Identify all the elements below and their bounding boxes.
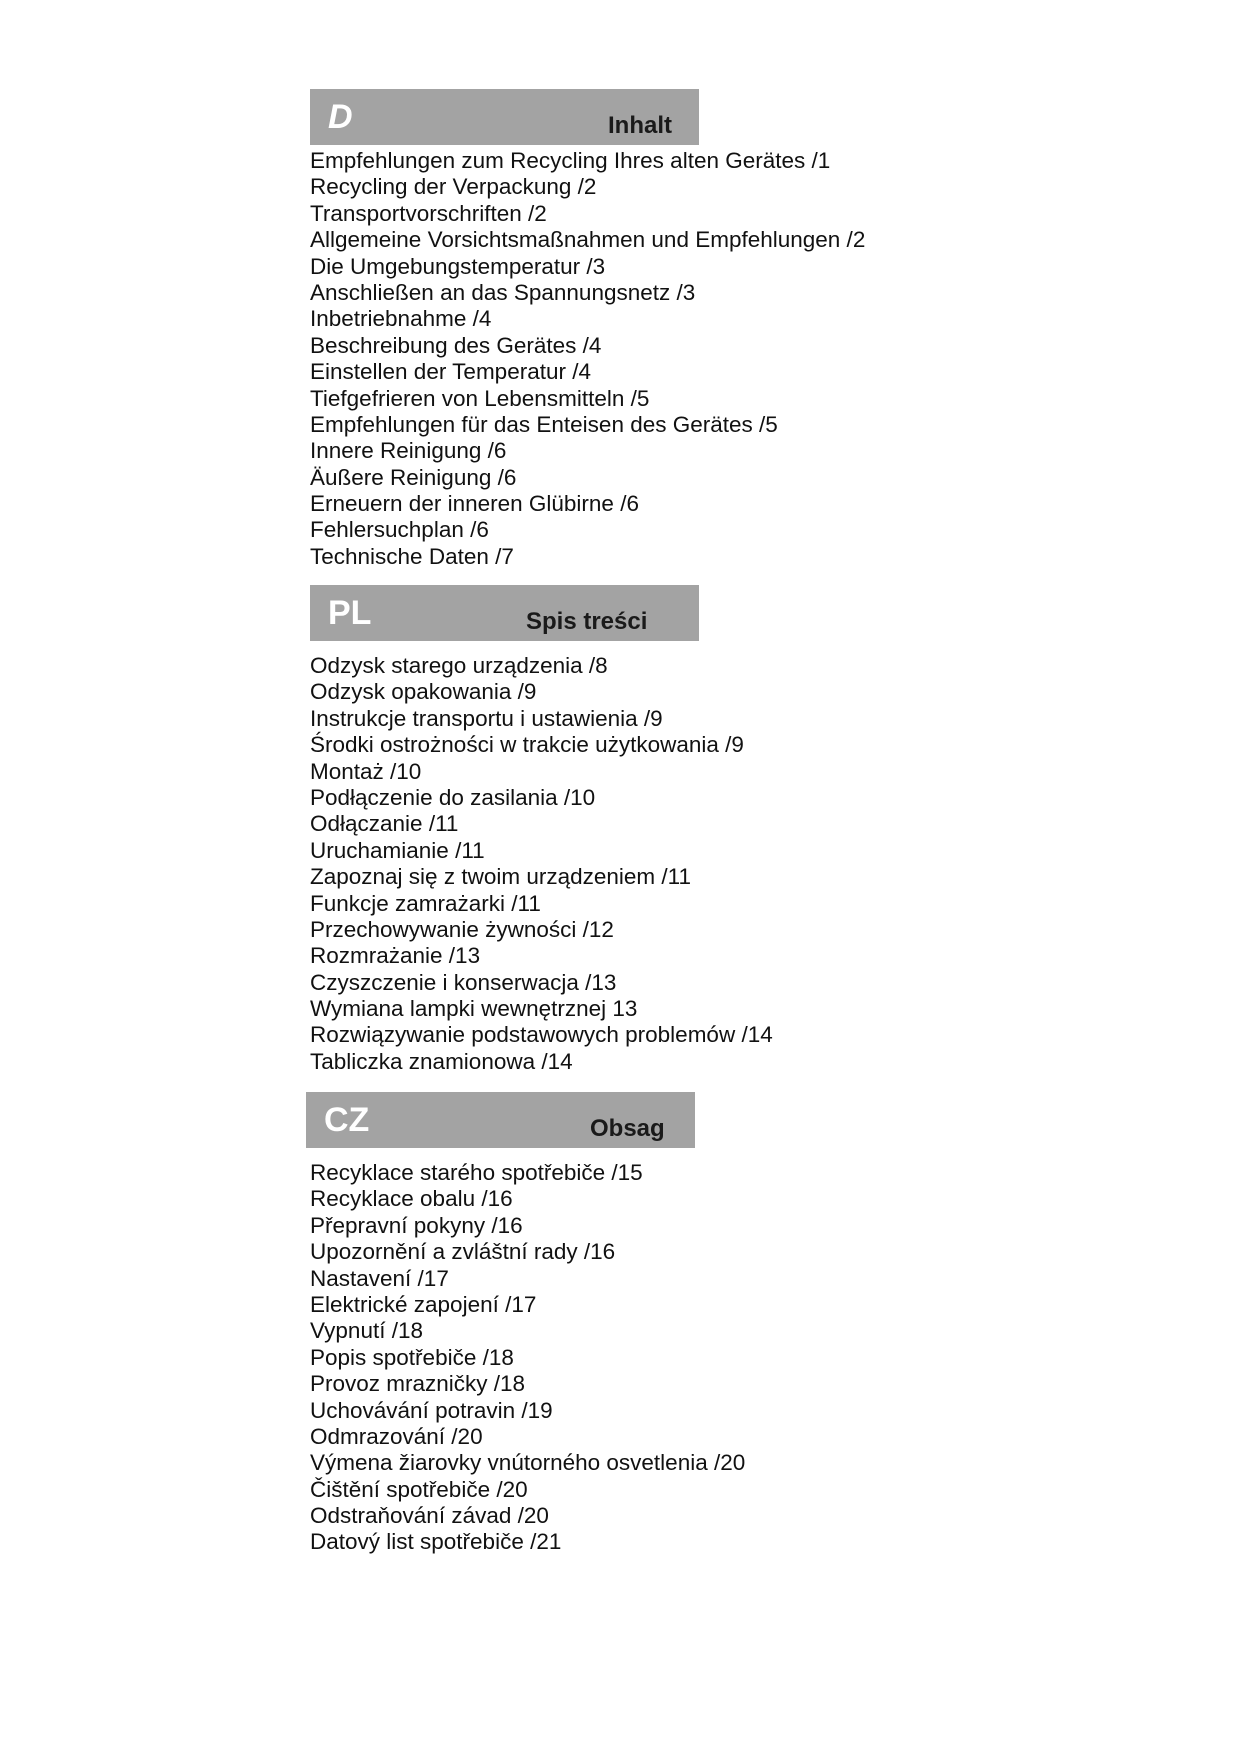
toc-item: Rozwiązywanie podstawowych problemów /14 <box>310 1022 773 1048</box>
toc-item: Funkcje zamrażarki /11 <box>310 890 541 916</box>
toc-item: Odzysk starego urządzenia /8 <box>310 653 608 678</box>
toc-item: Empfehlungen zum Recycling Ihres alten Gerätes /1 <box>310 148 831 173</box>
toc-item: Uruchamianie /11 <box>310 837 485 863</box>
toc-item: Tiefgefrieren von Lebensmitteln /5 <box>310 385 650 411</box>
toc-item: Wymiana lampki wewnętrznej 13 <box>310 996 638 1022</box>
toc-item: Recyklace obalu /16 <box>310 1186 513 1212</box>
toc-item: Środki ostrożności w trakcie użytkowania /9 <box>310 732 744 758</box>
toc-item: Odmrazování /20 <box>310 1423 483 1449</box>
toc-item: Tabliczka znamionowa /14 <box>310 1048 573 1074</box>
toc-item: Inbetriebnahme /4 <box>310 306 492 332</box>
toc-item: Przechowywanie żywności /12 <box>310 916 614 942</box>
section-header-pl <box>310 585 699 641</box>
toc-item: Uchovávání potravin /19 <box>310 1397 553 1423</box>
toc-item: Popis spotřebiče /18 <box>310 1344 514 1370</box>
section-header-de <box>310 89 699 145</box>
language-code-pl: PL <box>328 594 372 632</box>
toc-item: Innere Reinigung /6 <box>310 438 507 464</box>
section-title-cz: Obsag <box>590 1115 665 1142</box>
section-title-de: Inhalt <box>608 112 672 139</box>
section-header-cz <box>306 1092 695 1148</box>
toc-item: Nastavení /17 <box>310 1265 449 1291</box>
toc-item: Anschließen an das Spannungsnetz /3 <box>310 279 696 305</box>
toc-list-de <box>310 148 865 570</box>
toc-item: Recyklace starého spotřebiče /15 <box>310 1160 643 1185</box>
toc-item: Fehlersuchplan /6 <box>310 517 489 543</box>
toc-item: Odzysk opakowania /9 <box>310 679 537 705</box>
toc-item: Vypnutí /18 <box>310 1318 423 1344</box>
toc-item: Montaż /10 <box>310 758 422 784</box>
toc-item: Erneuern der inneren Glübirne /6 <box>310 491 639 517</box>
toc-item: Odstraňování závad /20 <box>310 1503 549 1529</box>
toc-item: Recycling der Verpackung /2 <box>310 174 597 200</box>
toc-item: Přepravní pokyny /16 <box>310 1212 523 1238</box>
toc-item: Elektrické zapojení /17 <box>310 1291 537 1317</box>
toc-item: Zapoznaj się z twoim urządzeniem /11 <box>310 864 692 890</box>
toc-item: Allgemeine Vorsichtsmaßnahmen und Empfehlungen /2 <box>310 227 866 253</box>
toc-item: Empfehlungen für das Enteisen des Gerätes /5 <box>310 411 778 437</box>
toc-item: Odłączanie /11 <box>310 811 459 837</box>
toc-item: Rozmrażanie /13 <box>310 943 481 969</box>
toc-item: Provoz mrazničky /18 <box>310 1371 526 1397</box>
toc-item: Technische Daten /7 <box>310 543 514 569</box>
toc-item: Instrukcje transportu i ustawienia /9 <box>310 705 663 731</box>
toc-item: Upozornění a zvláštní rady /16 <box>310 1239 616 1265</box>
toc-item: Beschreibung des Gerätes /4 <box>310 332 602 358</box>
toc-item: Výmena žiarovky vnútorného osvetlenia /20 <box>310 1450 746 1476</box>
toc-item: Die Umgebungstemperatur /3 <box>310 253 606 279</box>
toc-item: Äußere Reinigung /6 <box>310 464 517 490</box>
toc-list-cz <box>310 1160 745 1556</box>
toc-item: Datový list spotřebiče /21 <box>310 1529 562 1555</box>
language-code-de: D <box>328 98 353 136</box>
toc-item: Podłączenie do zasilania /10 <box>310 784 596 810</box>
toc-list-pl <box>310 653 773 1075</box>
toc-item: Transportvorschriften /2 <box>310 200 547 226</box>
toc-item: Einstellen der Temperatur /4 <box>310 359 591 385</box>
toc-item: Čištění spotřebiče /20 <box>310 1476 528 1502</box>
toc-item: Czyszczenie i konserwacja /13 <box>310 969 617 995</box>
section-title-pl: Spis treści <box>526 608 648 635</box>
language-code-cz: CZ <box>324 1101 370 1139</box>
